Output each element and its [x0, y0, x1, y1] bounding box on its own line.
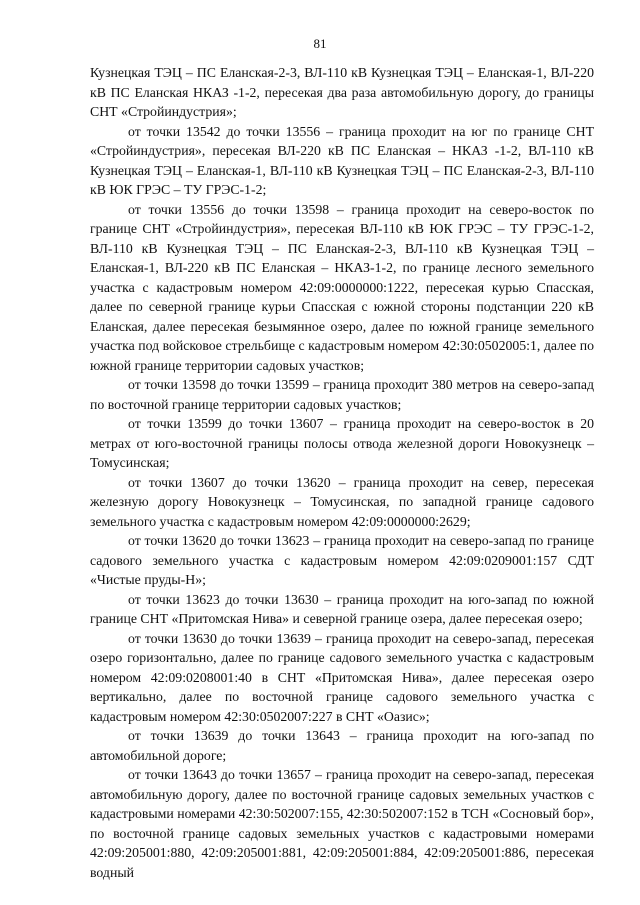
page-number: 81: [313, 36, 327, 51]
paragraph: от точки 13599 до точки 13607 – граница проходит на северо-восток в 20 метрах от юго-восточной границы полосы отвода железной дороги Новокузнецк – Томусинская;: [90, 416, 594, 470]
paragraph: от точки 13620 до точки 13623 – граница проходит на северо-запад по границе садового земельного участка с кадастровым номером 42:09:0209001:157 СДТ «Чистые пруды-Н»;: [90, 533, 594, 587]
paragraph: Кузнецкая ТЭЦ – ПС Еланская-2-3, ВЛ-110 кВ Кузнецкая ТЭЦ – Еланская-1, ВЛ-220 кВ ПС Еланская НКАЗ -1-2, пересекая два раза автомобильную дорогу, до границы СНТ «Стройиндустрия»;: [90, 65, 594, 119]
paragraph: от точки 13630 до точки 13639 – граница проходит на северо-запад, пересекая озеро горизонтально, далее по границе садового земельного участка с кадастровым номером 42:09:0208001:40 в СНТ «Притомская Нива», далее пересекая озеро вертикально, далее по восточной границе садового земельного участка с кадастровым номером 42:30:0502007:227 в СНТ «Оазис»;: [90, 630, 594, 724]
paragraph: от точки 13598 до точки 13599 – граница проходит 380 метров на северо-запад по восточной границе территории садовых участков;: [90, 377, 594, 412]
paragraph: от точки 13643 до точки 13657 – граница проходит на северо-запад, пересекая автомобильную дорогу, далее по восточной границе садовых земельных участков с кадастровыми номерами 42:30:502007:155, 42:30:502007:152 в ТСН «Сосновый бор», по восточной границе садовых земельных участков с кадастровыми номерами 42:09:205001:880, 42:09:205001:881, 42:09:205001:884, 42:09:205001:886, пересекая водный: [90, 767, 594, 880]
document-body: [90, 63, 594, 882]
paragraph: от точки 13623 до точки 13630 – граница проходит на юго-запад по южной границе СНТ «Притомская Нива» и северной границе озера, далее пересекая озеро;: [90, 591, 594, 626]
paragraph: от точки 13542 до точки 13556 – граница проходит на юг по границе СНТ «Стройиндустрия», пересекая ВЛ-220 кВ ПС Еланская – НКАЗ -1-2, ВЛ-110 кВ Кузнецкая ТЭЦ – Еланская-1, ВЛ-110 кВ Кузнецкая ТЭЦ – ПС Еланская-2-3, ВЛ-110 кВ ЮК ГРЭС – ТУ ГРЭС-1-2;: [90, 123, 594, 197]
paragraph: от точки 13639 до точки 13643 – граница проходит на юго-запад по автомобильной дороге;: [90, 728, 594, 763]
paragraph: от точки 13556 до точки 13598 – граница проходит на северо-восток по границе СНТ «Стройиндустрия», пересекая ВЛ-110 кВ ЮК ГРЭС – ТУ ГРЭС-1-2, ВЛ-110 кВ Кузнецкая ТЭЦ – ПС Еланская-2-3, ВЛ-110 кВ Кузнецкая ТЭЦ – Еланская-1, ВЛ-220 кВ ПС Еланская – НКАЗ-1-2, по границе лесного земельного участка с кадастровым номером 42:09:0000000:1222, пересекая курью Спасская, далее по северной границе курьи Спасская с южной стороны подстанции 220 кВ Еланская, далее пересекая безымянное озеро, далее по южной границе земельного участка под войсковое стрельбище с кадастровым номером 42:30:0502005:1, далее по южной границе территории садовых участков;: [90, 201, 594, 373]
paragraph: от точки 13607 до точки 13620 – граница проходит на север, пересекая железную дорогу Новокузнецк – Томусинская, по западной границе садового земельного участка с кадастровым номером 42:09:0000000:2629;: [90, 474, 594, 529]
